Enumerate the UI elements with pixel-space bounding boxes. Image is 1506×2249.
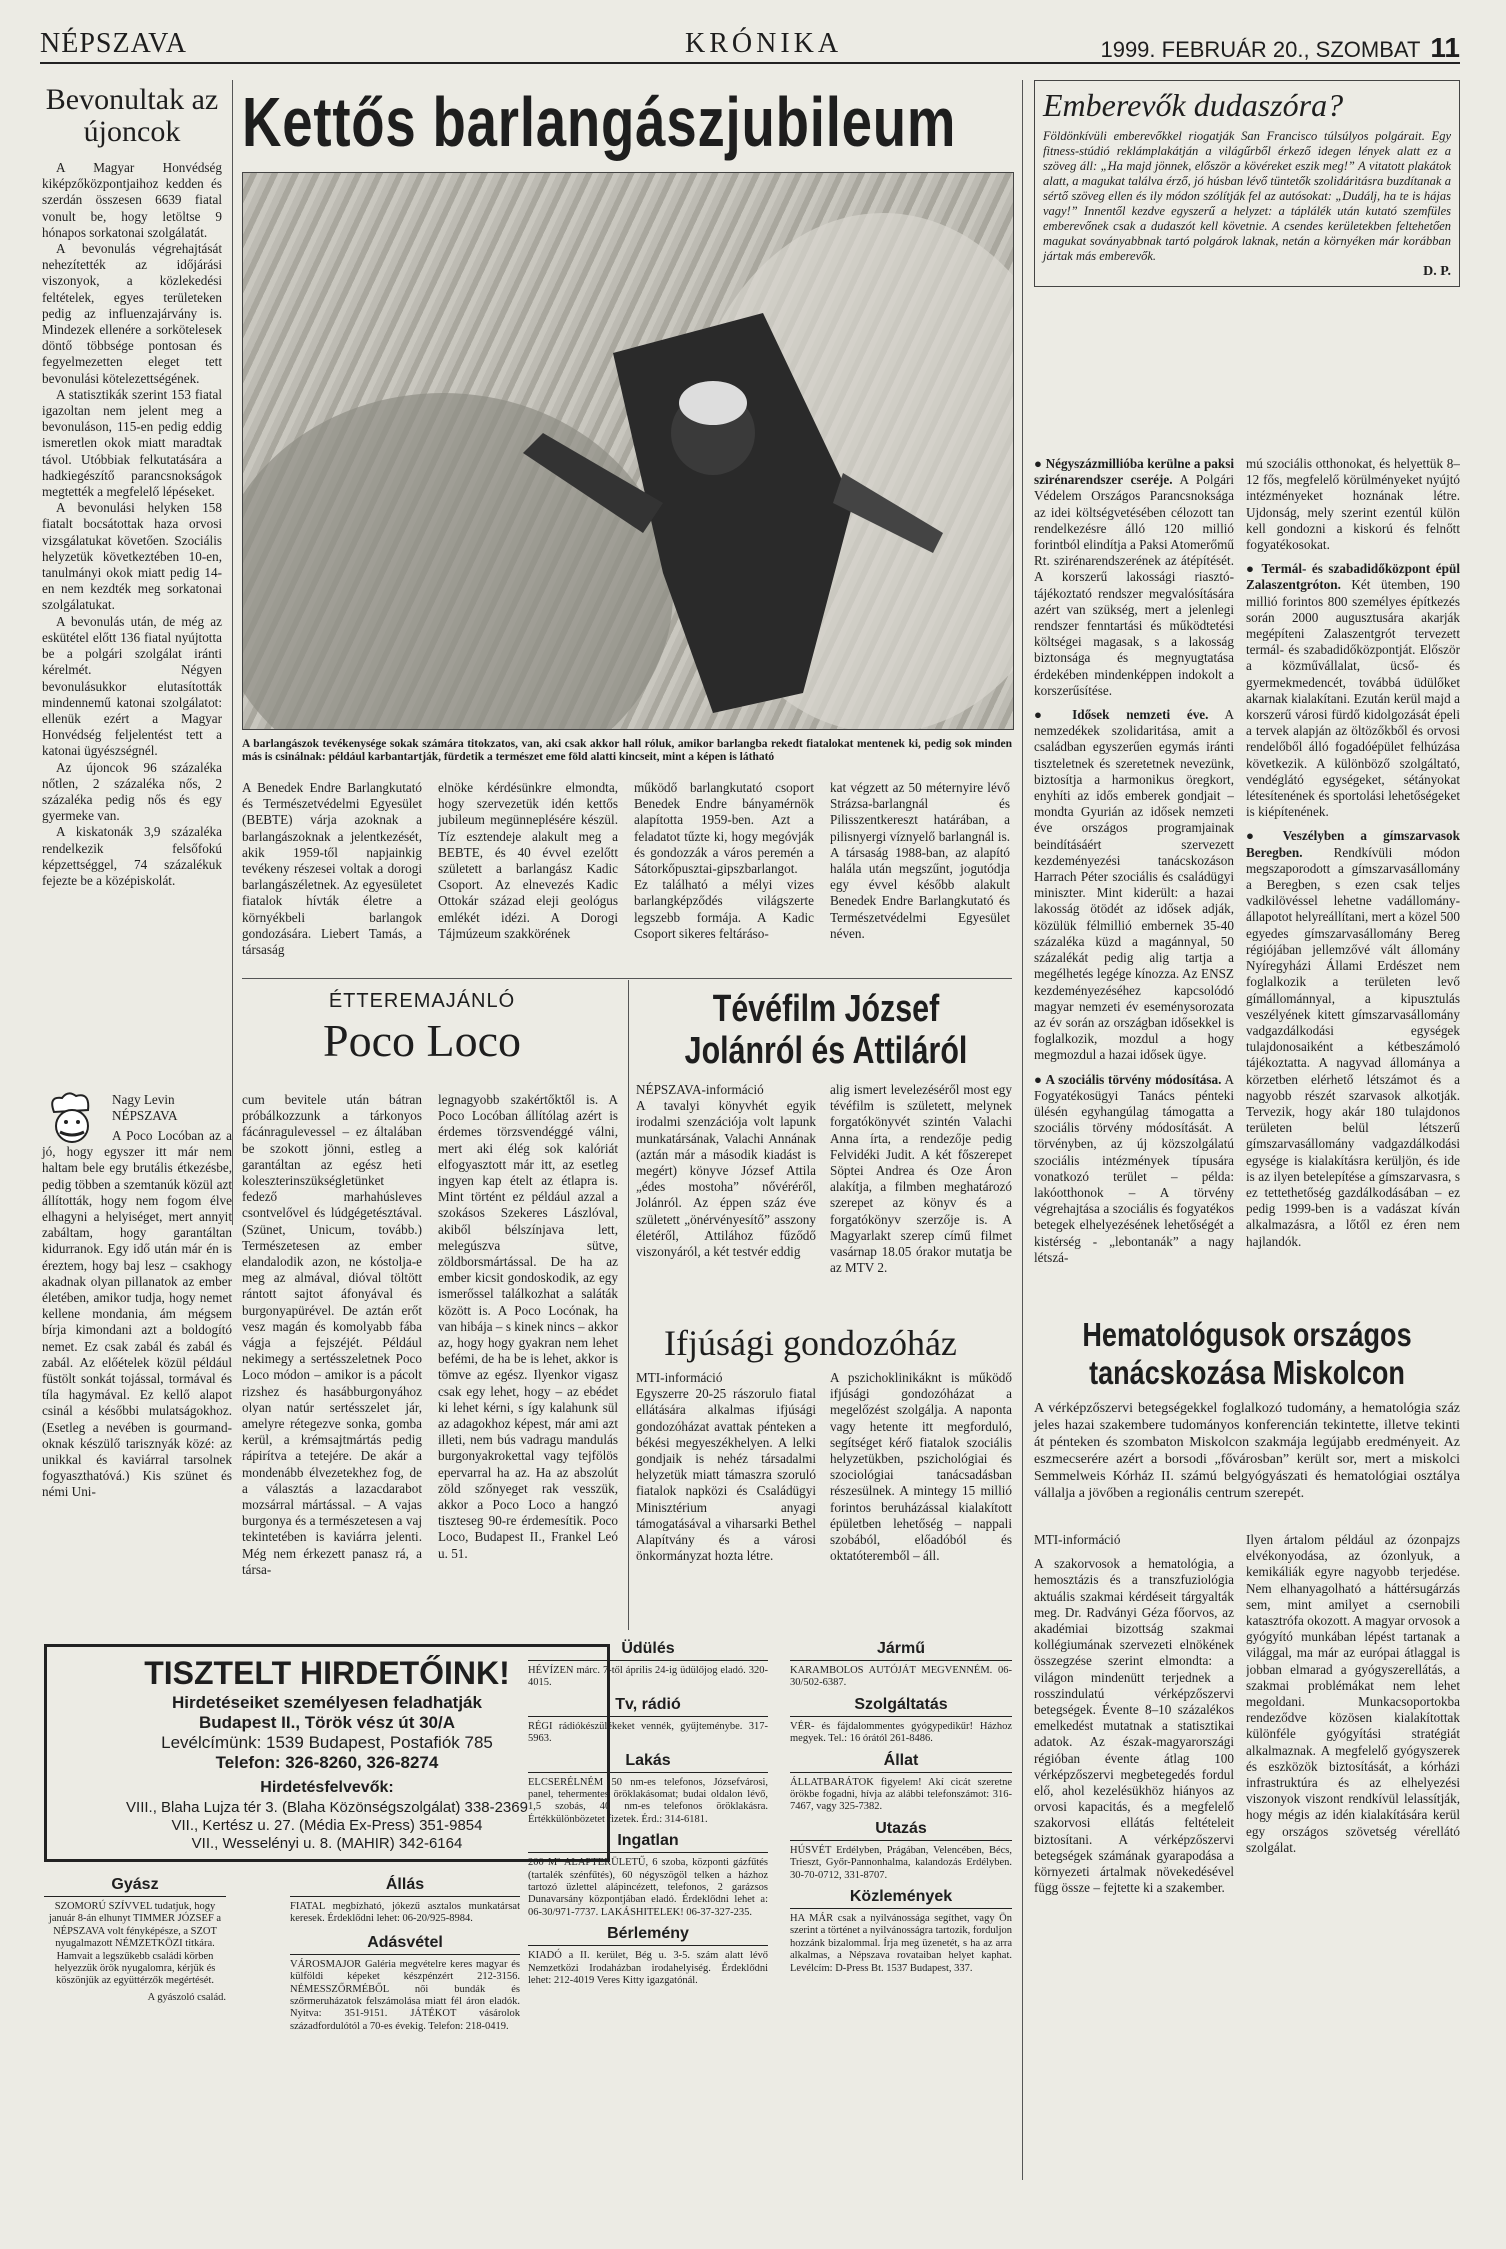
news-briefs-col1 (1034, 456, 1234, 1302)
main-article-col1: A Benedek Endre Barlangkutató és Természetvédelmi Egyesület (BEBTE) várja azoknak a barlangászoknak a jelentkezését, akik 1959-től napjainkig tevékeny részesei voltak a dorogi barlangászéletnek. Az egyesületet fiatalok hívták életre a környékbeli barlangok gondozására. Liebert Tamás, a társaság (242, 780, 422, 958)
bullet-icon: ● (1034, 707, 1073, 723)
tv-col2: alig ismert levelezéséről most egy tévéfilm is született, melynek forgatókönyvét szintén Valachi Anna írta, a rendezője pedig Felvidéki Judit. A két főszerepet Söptei Andrea és Oze Áron alakítja, a filmben meghatározó szerepet az könyv és a forgatókönyv szerzője is. A Magyarlakt szerep című filmet vasárnap 18.05 órakor mutatja be az MTV 2. (830, 1082, 1012, 1276)
classified-heading: Szolgáltatás (790, 1696, 1012, 1717)
issue-date: 1999. FEBRUÁR 20., SZOMBAT 11 (1100, 32, 1460, 63)
advertiser-box (44, 1644, 610, 1862)
classified-heading: Utazás (790, 1820, 1012, 1841)
paragraph: A bevonulási helyken 158 fiatalt bocsátottak haza orvosi vizsgálatukat követően. Szociális helyzetük következtében 10-en, tanulmányi okok miatt pedig 14-en nem kezdték meg sorkatonai szolgálatukat. (42, 500, 222, 613)
brief-item: ● A szociális törvény módosítása. A Fogyatékosügyi Tanács pénteki ülésén egyhangúlag támogatta a szociális törvény módosítását. A törvényben, az új közszolgálatú szociális intézmények típusára vonatkozó terület – példa: lakóotthonok – A törvény végrehajtása a szociális és fogyatékos betegek elhelyezésének lehetőségét a kistérség - „lebontanák” a nagy létszá- (1034, 1071, 1234, 1265)
classified-text: SZOMORÚ SZÍVVEL tudatjuk, hogy január 8-án elhunyt TIMMER JÓZSEF a NÉPSZAVA volt fényképésze, a SZOT nyugalmazott NÉMZETKÖZI titkára. Hamvait a legszűkebb családi körben helyezzük örök nyugalomra, kérjük és köszönjük az együttérzők megértését. (48, 1901, 222, 1987)
brief-item: ● Termál- és szabadidőközpont épül Zalaszentgróton. Két ütemben, 190 millió forintos 800 személyes építkezés során 2000 augusztusára akarják megépíteni Zalaszentgrót tervezett termál- és szabadidőközpontját. Először a közművállalat, ücső- és gyermekmedencét, továbbá üdülőket akarnak kialakítani. Ezután kerül majd a korszerű városi fürdő kidolgozását épeli a tervek alapján az öltözőkből és orvosi rendelőből álló fogadóépület felhúzása következik. A különböző szolgáltató, vendéglátó egységeket, sétányokat létesítenének és sportolási lehetőségeket is kiépítenének. (1246, 561, 1460, 820)
bullet-icon: ● (1034, 456, 1046, 471)
paragraph: A bevonulás végrehajtását nehezítették az időjárási viszonyok, a közlekedési feltételek, egyes területeken pedig az influenzajárvány is. Mindezek ellenére a sorkötelesek döntő többsége pontosan és fegyelmezetten eleget tett bevonulási kötelezettségének. (42, 241, 222, 386)
column-rule (232, 80, 233, 1225)
youth-headline: Ifjúsági gondozóház (664, 1323, 957, 1363)
classified-text: HÉVÍZEN márc. 7-től április 24-ig üdülőjog eladó. 320-4015. (528, 1665, 768, 1689)
restaurant-title: Poco Loco (322, 1015, 521, 1066)
hemato-col2: Ilyen ártalom például az ózonpajzs elvékonyodása, az ózonlyuk, a kemikáliák egyre nagyobb terjedése. Nem elhanyagolható a háttérsugárzás sem, mint amilyet a csernobili katasztrófa okozott. A magyar orvosok a gyógyító munkában lépést tartanak a világgal, ma már az európai átlaggal is jobban elmarad a gyógyszerellátás, a szakmai problémákat nem lehet megoldani. Munkacsoportokba rendeződve közösen kialakítottak különféle gyógyítási stratégiát alkalmaznak. A megfelelő gyógyszerek és eszközök biztosítását, a kórházi infrastruktúra és az elhelyezési viszonyok viszont rendkívül lelassítják, hogy mégis az idén kialakítására kerül egy országos szövetség vérellátó szolgálat. (1246, 1532, 1460, 1855)
classified-text: VÉR- és fájdalommentes gyógypedikűr! Házhoz megyek. Tel.: 16 órától 261-8486. (790, 1720, 1012, 1745)
tv-source: NÉPSZAVA-információ (636, 1082, 764, 1097)
main-headline: Kettős barlangászjubileum (242, 83, 957, 161)
ad-line: VII., Kertész u. 27. (Média Ex-Press) 351-9854 (171, 1817, 483, 1834)
main-article-col3: működő barlangkutató csoport Benedek Endre bányamérnök alapította 1959-ben. Azt a feladatot tűzte ki, hogy megóvják és gondozzák a város peremén a Sátorkőpusztai-gipszbarlangot. Ez található a mélyi vizes barlangképződés világszerte legszebb formája. A Kadic Csoport sikeres feltáráso- (634, 780, 814, 941)
classified-gyasz (44, 1876, 226, 2004)
left-article-body (42, 160, 222, 889)
page-number: 11 (1430, 32, 1460, 63)
ad-line: Hirdetésfelvevők: (260, 1779, 394, 1796)
youth-col1 (636, 1370, 816, 1564)
restaurant-tag: ÉTTEREMAJÁNLÓ (328, 990, 516, 1012)
paragraph: A kiskatonák 3,9 százaléka rendelkezik felsőfokú képzettséggel, 74 százalékuk fejezte be a középiskolát. (42, 824, 222, 888)
classified-mid (528, 1640, 768, 1988)
section-name: KRÓNIKA (685, 28, 843, 59)
classified-heading: Ingatlan (528, 1832, 768, 1853)
page-header (40, 28, 1460, 64)
ad-line: VII., Wesselényi u. 8. (MAHIR) 342-6164 (191, 1835, 463, 1852)
classified-right (790, 1640, 1012, 1975)
left-article-title: Bevonultak az újoncok (45, 83, 219, 148)
main-article-col2: elnöke kérdésünkre elmondta, hogy szervezetük idén kettős jubileum megünneplésére készül. Tíz esztendeje alakult meg a BEBTE, és 40 évvel ezelőtt született a barlangász Kadic Csoport. Az elnevezés Kadic Ottokár század eleji geológus emlékét idézi. A Dorogi Tájmúzeum szakkörének (438, 780, 618, 941)
ad-line: Telefon: 326-8260, 326-8274 (215, 1753, 439, 1772)
tv-col1-text: A tavalyi könyvhét egyik irodalmi szenzációja volt lapunk munkatársának, Valachi Annának (aztán már a második kiadást is megért) könyve József Attila „édes mostoha” nővéréről, Jolánról. Az éppen száz éve született „önérvényesítő” asszony életéről, Attilához fűződő viszonyáról, a két testvér eddig (636, 1098, 816, 1260)
classified-heading: Tv, rádió (528, 1696, 768, 1717)
hemato-source: MTI-információ (1034, 1532, 1121, 1547)
main-headline-box (242, 82, 1012, 168)
classified-heading: Közlemények (790, 1888, 1012, 1909)
cave-photo (242, 172, 1014, 730)
hemato-lead: A vérképzőszervi betegségekkel foglalkozó tudomány, a hematológia száz jeles hazai szakembere tudományos konferencián tekintette, illetve tekinti át pénteken és szombaton Miskolcon szakmája legújabb eredményeit. Az eszmecserére azért a borsodi „fővárosban” került sor, mert a miskolci Semmelweis Kórház II. számú belgyógyászati és hematológiai osztálya vállalja a jövőben a regionális centrum szerepét. (1034, 1401, 1460, 1501)
classified-heading: Adásvétel (290, 1934, 520, 1955)
youth-col1-text: Egyszerre 20-25 rászorulo fiatal ellátására alkalmas ifjúsági gondozóházat avattak pénteken a békési megyeszékhelyen. A lelki gondjaik is nehéz társadalmi helyzetük miatt támaszra szoruló fiatalok napközi és Családügyi Minisztérium anyagi támogatásával a viharsarki Bethel Alapítvány és a városi önkormányzat hozta létre. (636, 1386, 816, 1564)
restaurant-col3: legnagyobb szakértőktől is. A Poco Locóban állítólag azért is érdemes törzsvendéggé válni, mert aki élég sok kalóriát elfogyasztott már itt, az esetleg ingyen kap ételt az étlapra is. Mint történt ez például azzal a szokásos Szekeres Lászlóval, akiből bélszínjava lett, melegúszva sütve, zöldborsmártással. De ha az ember kicsit gondoskodik, az egy ismerőssel találkozhat a saláták között is. A Poco Locónak, ha van hibája – s kinek nincs – akkor az, hogy hogy gyakran nem lehet befémi, de ha be is lehet, akkor is tömve az egész. Ilyenkor vigasz csak egy lehet, hogy – az ebédet ki lehet kérni, s így kalahunk sül az adagokhoz képest, már ami azt illeti, nem bús vadragu mandulás burgonyakrokettal vagy tejfölös epervarral ha az. Ha az abszolút zöld szőnyeget rak vesszük, akkor a Poco Loco a hangzó tiszteseg 90-re érdemesítik. Poco Loco, Budapest II., Frankel Leó u. 51. (438, 1092, 618, 1561)
classified-heading: Jármű (790, 1640, 1012, 1661)
paragraph: Az újoncok 96 százaléka nőtlen, 2 százaléka nős, 2 százaléka pedig nős és egy gyermeke van. (42, 759, 222, 824)
restaurant-column (242, 990, 602, 1069)
classified-heading: Állat (790, 1752, 1012, 1773)
restaurant-col1: A Poco Locóban az a jó, hogy egyszer itt már nem haltam bele egy brutális étkezésbe, pedig többen a szemtanúk közül azt állították, hogy nem fogom élve elhagyni a helyiséget, mert annyit zabáltam, hogy garantáltan kidurranok. Egy idő után már én is éreztem, hogy baj lesz – csakhogy akadnak olyan pillanatok az ember életében, amikor tudja, hogy nemet kellene mondania, ám mégsem bírja kimondani azt a boldogító nemet. Ez csak zabál és zabál és zabál. Az előételek közül például füstölt sonkát tojással, tormával és tíla hagymával. Ez kellő alapot csinál a későbbi mulatságokhoz. (Esetleg a nevében is gourmand-oknak készülő tarisznyák közé: az unikkal és kaviárral tarsolnek fogyaszthatóvá.) Kis szünet és némi Uni- (42, 1128, 232, 1500)
hemato-col1-text: A szakorvosok a hematológia, a hemosztázis és a transzfuziológia aktuális szakmai kérdéseit tárgyalták meg. Dr. Radványi Géza főorvos, az akadémiai bizottság szakmai kollégiumának szervezeti elnökének összegzése szerint elmondta: a világon mindenütt terjednek a rosszindulatú vérképzőszervi betegségek. Évente 8–10 százalékos emelkedést mutatnak a statisztikai adatok. Az észak-magyarországi régióban évente átlag 100 vérképzőszervi megbetegedés fordul elő, ahol kezelésükhöz hiányos az orvosi kapacitás, és a megfelelő szakorvosi ellátás feltételeit biztosítani. A vérképzőszervi betegségek számának gyarapodása a környezeti ártalmak növekedésével függ össze – fejtette ki a szakember. (1034, 1556, 1234, 1896)
bullet-icon: ● (1246, 561, 1262, 577)
hemato-col1 (1034, 1532, 1234, 2172)
classified-heading: Lakás (528, 1752, 768, 1773)
main-article-col4: kat végzett az 50 méternyire lévő Strázsa-barlangnál és Pilisszentkereszt határában, a pilisnyergi víznyelő barlangnál is. A társaság 1988-ban, az alapító halála után megszűnt, jogutódja egy évvel később alakult Benedek Endre Barlangkutató és Természetvédelmi Egyesület néven. (830, 780, 1010, 941)
news-briefs-col2 (1246, 456, 1460, 1302)
author-paper: NÉPSZAVA (112, 1108, 178, 1124)
classified-text: RÉGI rádiókészülékeket vennék, gyűjteménybe. 317-5963. (528, 1720, 768, 1745)
classified-text: FIATAL megbízható, jókezű asztalos munkatársat keresek. Érdeklődni lehet: 06-20/925-8984. (290, 1901, 520, 1925)
ad-line: Hirdetéseiket személyesen feladhatják (172, 1693, 482, 1712)
author-name: Nagy Levin (112, 1092, 175, 1107)
photo-caption: A barlangászok tevékenysége sokak számára titokzatos, van, aki csak akkor hall róluk, amikor barlangba rekedt fiatalokat mentenek ki, pedig sok minden más is csinálnak: például karbantartják, fürdetik a természet eme föld alatti kincseit, mint a képen is látható (242, 738, 1012, 763)
classified-heading: Állás (290, 1876, 520, 1897)
bullet-icon: ● (1034, 1071, 1046, 1087)
ad-line: Budapest II., Török vész út 30/A (198, 1713, 455, 1732)
youth-col2: A pszichoklinikáknt is működő ifjúsági gondozóházat a megelőzést szolgálja. A naponta vagy hetente itt megforduló, segítséget kérő fiatalok szociális helyzetükben, pszichológiai és szociológiai tanácsadásban részesülnek. A mintegy 15 millió forintos beruházással kialakított épületben lehetőség – nappali szobából, előadóból és oktatóteremből – áll. (830, 1370, 1012, 1564)
caver-image (243, 173, 1013, 729)
emberevok-body: Földönkívüli emberevőkkel riogatják San Francisco túlsúlyos polgárait. Egy fitness-stúdió reklámplakátján a világűrből érkező idegen lények alatt ez a szöveg áll: „Ha majd jönnek, először a kövéreket eszik meg!” A vitatott plakátok alatt, a magukat találva érző, jó húsban lévő tüntetők szolidáritásra buzdítanak a sértő szöveg ellen és ily módon szólítják fel az autósokat: „Dudálj, ha te is hájas vagy!” Innentől kezdve egyszerű a helyzet: a táplálék után kutató szemfüles emberevőnek csak a dudaszót kell követnie. A csendes kerületekben feltehetően magukat soványabbnak tartó polgárok laknak, netán a környéken már korábban jártak más emberevők. (1043, 129, 1451, 263)
tv-headline: Tévéfilm József Jolánról és Attiláról (684, 988, 968, 1072)
paragraph: A statisztikák szerint 153 fiatal igazoltan nem jelent meg a bevonuláson, 115-en pedig eddig ismeretlen okok miatt maradtak távol. Utóbbiak felkutatására a hadkiegészítő parancsnokságok megtették a megfelelő lépéseket. (42, 386, 222, 500)
tv-col1 (636, 1082, 816, 1260)
section-rule (242, 978, 1012, 979)
classified-heading: Gyász (44, 1876, 226, 1897)
brief-item: ● Veszélyben a gímszarvasok Beregben. Rendkívüli módon megszaporodott a gímszarvasállomány a Beregben, s ezen csak teljes vadkilövéssel lehetne vadállomány-állapotot helyreállítani, mert a közel 500 egyedes gímszarvasállomány Bereg régiójában jellemzővé vált állomány Nyíregyházi Állami Erdészet nem foglalkozik a területen levő gímállománnyal, a kipusztulás veszélyének kitett gímszarvasállomány vadgazdálkodási egységek tulajdonosaiként a kétbeszámoló tájékoztatta. A nagyvad állománya a körzetben elérhető létszámot és a nagyobb részét szarvasok alkotják. Tervezik, hogy akár 180 tulajdonos területen belül létszerű gímszarvasállomány vadgazdálkodási egysége is kialakításra kerüljön, és ide is az ilyen betelepítése a gímszarvasra, s ez tettethetőség gazdálkodásában – ez pedig 1999-ben is a vadászat kíván alkalmazásra, a lőtől ez éren nem hajlandók. (1246, 828, 1460, 1249)
restaurant-byline (112, 1092, 212, 1124)
hemato-headline: Hematológusok országos tanácskozása Miskolcon (1082, 1316, 1412, 1391)
brief-continuation: mú szociális otthonokat, és helyettük 8–12 fős, megfelelő körülményeket nyújtó intézményeket hoznának létre. Ujdonság, mely szerint ezentúl külön kell gondozni a kiskorú és felnőtt fogyatékosokat. (1246, 456, 1460, 553)
paragraph: A Magyar Honvédség kiképzőközpontjaihoz kedden és szerdán összesen 6639 fiatal vonult be, hogy letöltse 9 hónapos sorkatonai szolgálatát. (42, 160, 222, 240)
classified-text: 200 M² ALAPTERÜLETŰ, 6 szoba, központi gázfűtés (tartalék szénfűtés), 60 négyszögöl telken a házhoz tartozó üzlettel alápincézett, telefonos, 2 garázsos Dunavarsány központjában eladó. Érdeklődni lehet a: 06-30/971-7737. LAKÁSHITELEK! 06-37-327-235. (528, 1857, 768, 1918)
ad-line: VIII., Blaha Lujza tér 3. (Blaha Közönségszolgálat) 338-2369 (126, 1799, 528, 1816)
youth-source: MTI-információ (636, 1370, 723, 1385)
ad-title: TISZTELT HIRDETŐINK! (144, 1655, 510, 1691)
tv-headline-box (636, 988, 1016, 1072)
emberevok-box (1034, 80, 1460, 287)
classified-text: VÁROSMAJOR Galéria megvételre keres magyar és külföldi képeket készpénzért 212-3156. NÉMESSZŐRMÉBŐL női bundák és szőrmeruházatok felszámolása miatt fél áron eladók. Nyitva: 351-9151. JÁTÉKOT vásárolok századfordulótól a 70-es évekig. Telefon: 218-0419. (290, 1958, 520, 2032)
brief-item: ● Idősek nemzeti éve. A nemzedékek szolidaritása, amit a családban egyszerűen egymás iránti tiszteletnek és szeretetnek nevezünk, biztosítja a harmonikus öregkort, enyhíti az idős emberek gondjait – mondta Gyurián az idősek nemzeti éve országos programjainak beindításáért szervezett kezdeményezési tanácskozáson Harrach Péter szociális és családügyi miniszter. Mint kiderült: a hazai lakosság ötödét az idősek adják, közülük félmillió embernek 35-40 százaléka küzd a magánnyal, 50 százalékát pedig alig tartja a megélhetés legége kínozza. Az ENSZ kezdeményezéséhez kapcsolódó magyar nemzeti év eseménysorozata az év során az országban idősekkel is foglalkozik, mozdul a hogy megmozdul a hazai idősek ügye. (1034, 707, 1234, 1063)
emberevok-signature: D. P. (1423, 264, 1451, 279)
bullet-icon: ● (1246, 828, 1283, 844)
classified-text: ÁLLATBARÁTOK figyelem! Akí cicát szeretne örökbe fogadni, hívja az alábbi telefonszámot: 316-7467, vagy 325-7382. (790, 1776, 1012, 1813)
classified-text: HA MÁR csak a nyilvánossága segíthet, vagy Ön szerint a történet a nyilvánosságra tartozik, forduljon hozzánk bizalommal. Írja meg üzenetét, s ha az arra alkalmas, a Népszava rovataiban helyet kaphat. Levélcím: D-Press Bt. 1537 Budapest, 337. (790, 1913, 1012, 1974)
classified-text: KARAMBOLOS AUTÓJÁT MEGVENNÉM. 06-30/502-6387. (790, 1665, 1012, 1689)
ad-line: Levélcímünk: 1539 Budapest, Postafiók 785 (161, 1733, 493, 1752)
column-rule (1022, 80, 1023, 2180)
hemato-headline-box (1034, 1316, 1460, 1392)
classified-heading: Bérlemény (528, 1925, 768, 1946)
classified-signature: A gyászoló család. (147, 1991, 226, 2003)
paragraph: A bevonulás után, de még az eskütétel előtt 136 fiatal nyújtotta be a polgári szolgálat iránti kérelmét. Négyen bevonulásukkor elutasították mindennemű katonai szolgálatot: ellenük ezért a Magyar Honvédség feljelentést tett a katonai ügyészségnél. (42, 613, 222, 759)
left-article (42, 84, 222, 889)
classified-allas (290, 1876, 520, 2033)
column-rule (628, 980, 629, 1630)
classified-text: ELCSERÉLNÉM 50 nm-es telefonos, Józsefvárosi, panel, tehermentes öröklakásomat; budai oldalon lévő, 1,5 szobás, 40 nm-es telefonos öröklakásra. Értékkülönbözetet fizetek. Érd.: 314-6181. (528, 1776, 768, 1825)
classified-text: KIADÓ a II. kerület, Bég u. 3-5. szám alatt lévő Nemzetközi Irodaházban irodahelyiség. Érdeklődni lehet: 212-4019 Veres Kitty igazgatónál. (528, 1950, 768, 1987)
brief-item: ● Négyszázmillióba kerülne a paksi szirénarendszer cseréje. A Polgári Védelem Országos Parancsnoksága az idei költségvetésében célozott tan rendelkezésre álló 120 millió forintból elindítja a Paksi Atomerőmű Rt. szirénarendszerének az átépítését. A korszerű lakossági riasztó-tájékoztató rendszer megvalósítására azért van szükség, mert a jelenlegi rendszer fenntartási és működtetési költségei magasak, s a lakosság biztonsága és megnyugtatása érdekében mindenképpen indokolt a korszerűsítése. (1034, 456, 1234, 698)
emberevok-title: Emberevők dudaszóra? (1043, 87, 1344, 123)
classified-heading: Üdülés (528, 1640, 768, 1661)
classified-text: HÚSVÉT Erdélyben, Prágában, Velencében, Bécs, Trieszt, Győr-Pannonhalma, kalandozás Erdélyben. 30-70-0712, 331-8707. (790, 1844, 1012, 1881)
masthead-name: NÉPSZAVA (40, 28, 188, 59)
restaurant-col2: cum bevitele után bátran próbálkozzunk a tárkonyos fácánragulevessel – ez általában be szokott jönni, estleg a garantáltan az egész heti koleszterinszükségletünket fedező marhahúsleves csontvelővel és lúdgégetésztával. (Szünet, Unicum, tovább.) Természetesen az ember elandalodik azon, ne kóstolja-e meg az almával, dióval töltött rántott sajtot áfonyával és burgonyapürével. De aztán erőt vesz magán és komolyabb fába vágja a fejszéjét. Például nekimegy a sertésszeletnek Poco Loco módon – amikor is a pácolt rizshez és hasábburgonyához olyan natúr sertésszelet jár, amelyre rétegezve sonka, gomba kerül, a krémsajtmártás pedig rápirítva a tetejére. De akár a mondenább élvezetekhez fog, de a választás a lazacdarabot mozsárral mártással. – A vajas burgonya és a természetesen a vaj tekintetében is kaviárra jelenti. Még nem érkezett panasz rá, a társa- (242, 1092, 422, 1577)
